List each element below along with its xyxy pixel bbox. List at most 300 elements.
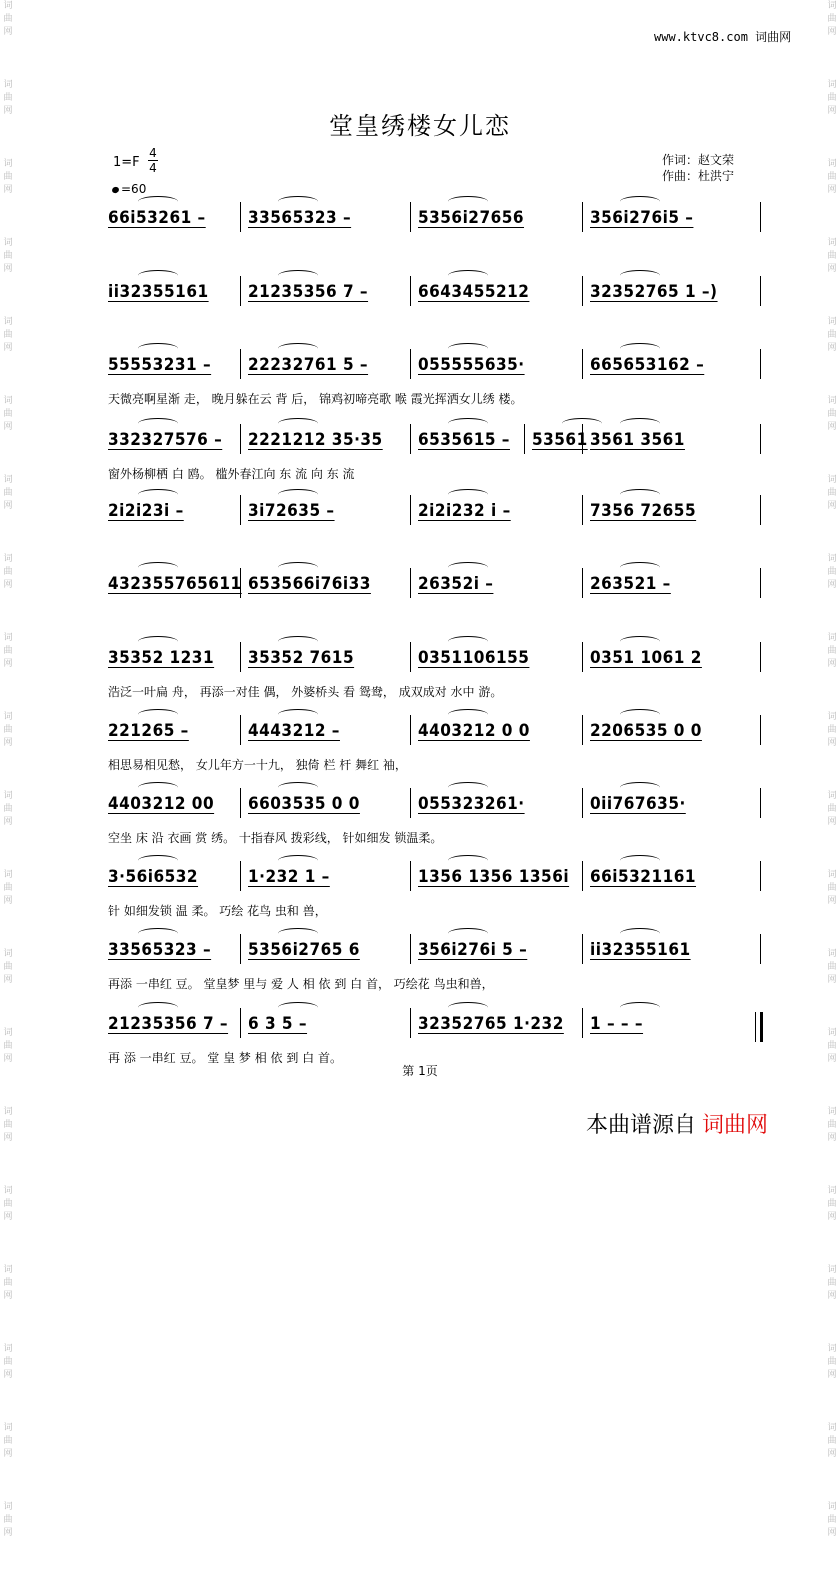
watermark-char: 网: [827, 1370, 837, 1380]
watermark-char: 词: [827, 554, 837, 564]
watermark-char: 曲: [3, 1120, 13, 1130]
barline: [240, 276, 241, 306]
watermark-char: 词: [3, 80, 13, 90]
measure: 26352i –: [418, 574, 494, 594]
watermark-char: 网: [3, 1528, 13, 1538]
final-barline-thick: [760, 1012, 763, 1042]
source-footer: [586, 1108, 768, 1139]
slur: [620, 196, 660, 207]
watermark-char: 词: [3, 396, 13, 406]
watermark-char: 词: [3, 1265, 13, 1275]
watermark-gap: [826, 908, 838, 948]
watermark-char: 网: [827, 659, 837, 669]
meter-bottom: 4: [149, 161, 157, 175]
measure: 2221212 35·35: [248, 430, 383, 450]
watermark-char: 曲: [827, 1278, 837, 1288]
barline: [760, 568, 761, 598]
barline: [410, 715, 411, 745]
watermark-char: 网: [3, 1449, 13, 1459]
watermark-gap: [2, 197, 14, 237]
slur: [278, 1002, 318, 1013]
watermark-gap: [2, 355, 14, 395]
watermark-char: 词: [827, 159, 837, 169]
slur: [138, 855, 178, 866]
barline: [240, 202, 241, 232]
watermark-char: 词: [3, 633, 13, 643]
slur: [620, 1002, 660, 1013]
watermark-char: 词: [827, 1028, 837, 1038]
watermark-gap: [2, 750, 14, 790]
slur: [448, 489, 488, 500]
credits: [662, 152, 734, 184]
watermark-gap: [826, 434, 838, 474]
watermark-char: 词: [827, 1107, 837, 1117]
quarter-note-icon: [111, 186, 120, 194]
watermark-char: 词: [827, 396, 837, 406]
watermark-gap: [2, 592, 14, 632]
staff-row: [108, 1008, 764, 1038]
watermark-char: 词: [827, 791, 837, 801]
watermark-gap: [826, 355, 838, 395]
measure: 3i72635 –: [248, 501, 335, 521]
watermark-char: 曲: [827, 1120, 837, 1130]
watermark-char: 曲: [3, 1436, 13, 1446]
barline: [410, 568, 411, 598]
watermark-gap: [826, 829, 838, 869]
watermark-char: 网: [3, 422, 13, 432]
barline: [410, 349, 411, 379]
watermark-gap: [826, 987, 838, 1027]
watermark-char: 曲: [3, 14, 13, 24]
barline: [582, 642, 583, 672]
slur: [448, 1002, 488, 1013]
watermark-char: 词: [3, 1502, 13, 1512]
watermark-char: 词: [3, 1107, 13, 1117]
watermark-char: 曲: [3, 1357, 13, 1367]
watermark-char: 词: [3, 1028, 13, 1038]
staff-row: [108, 424, 764, 454]
lyrics-line: 再 添 一串红 豆。 堂 皇 梦 相 依 到 白 首。: [108, 1051, 342, 1065]
barline: [240, 424, 241, 454]
measure: 2206535 0 0: [590, 721, 702, 741]
measure: 55553231 –: [108, 355, 212, 375]
watermark-char: 词: [827, 238, 837, 248]
measure: 356i276i5 –: [590, 208, 694, 228]
watermark-char: 词: [827, 80, 837, 90]
staff-row: [108, 715, 764, 745]
watermark-gap: [826, 197, 838, 237]
slur: [278, 782, 318, 793]
watermark-char: 网: [3, 1291, 13, 1301]
watermark-char: 曲: [3, 1278, 13, 1288]
watermark-char: 网: [3, 817, 13, 827]
barline: [760, 715, 761, 745]
measure: 4443212 –: [248, 721, 340, 741]
barline: [410, 1008, 411, 1038]
watermark-char: 词: [827, 633, 837, 643]
watermark-gap: [2, 829, 14, 869]
measure: 7356 72655: [590, 501, 697, 521]
watermark-char: 曲: [3, 488, 13, 498]
watermark-gap: [826, 513, 838, 553]
watermark-gap: [2, 1461, 14, 1501]
barline: [760, 349, 761, 379]
slur: [448, 270, 488, 281]
watermark-char: 曲: [3, 1199, 13, 1209]
watermark-gap: [2, 1303, 14, 1343]
watermark-char: 曲: [827, 1515, 837, 1525]
lyrics-line: 天微亮啊星渐 走， 晚月躲在云 背 后， 锦鸡初啼亮歌 喉 霞光挥洒女儿绣 楼。: [108, 392, 523, 406]
slur: [278, 855, 318, 866]
slur: [138, 928, 178, 939]
watermark-char: 词: [827, 1, 837, 11]
watermark-left: [2, 0, 14, 1538]
slur: [448, 855, 488, 866]
watermark-char: 网: [827, 106, 837, 116]
measure: 0351106155: [418, 648, 530, 668]
staff-row: [108, 861, 764, 891]
barline: [410, 934, 411, 964]
barline: [582, 934, 583, 964]
barline: [582, 788, 583, 818]
measure: 33565323 –: [108, 940, 212, 960]
watermark-char: 网: [827, 817, 837, 827]
slur: [278, 562, 318, 573]
watermark-char: 词: [827, 1344, 837, 1354]
composer: 作曲：杜洪宁: [662, 169, 735, 183]
watermark-char: 网: [3, 27, 13, 37]
watermark-char: 网: [3, 1054, 13, 1064]
watermark-gap: [826, 1224, 838, 1264]
measure: 1 – – –: [590, 1014, 644, 1034]
watermark-gap: [2, 671, 14, 711]
watermark-char: 曲: [827, 172, 837, 182]
watermark-char: 曲: [827, 1041, 837, 1051]
watermark-char: 曲: [3, 725, 13, 735]
watermark-char: 网: [827, 1528, 837, 1538]
slur: [138, 418, 178, 429]
watermark-char: 网: [3, 1212, 13, 1222]
slur: [278, 489, 318, 500]
staff-row: [108, 788, 764, 818]
watermark-char: 曲: [827, 725, 837, 735]
barline: [760, 424, 761, 454]
watermark-gap: [2, 1382, 14, 1422]
barline: [410, 202, 411, 232]
watermark-char: 曲: [827, 646, 837, 656]
measure: 32352765 1·232: [418, 1014, 564, 1034]
watermark-char: 词: [3, 712, 13, 722]
watermark-gap: [826, 276, 838, 316]
measure: 35352 1231: [108, 648, 215, 668]
watermark-char: 曲: [3, 1515, 13, 1525]
barline: [240, 349, 241, 379]
lyrics-line: 相思易相见愁， 女儿年方一十九， 独倚 栏 杆 舞红 袖，: [108, 758, 407, 772]
watermark-gap: [2, 1145, 14, 1185]
measure: 1356 1356 1356i: [418, 867, 570, 887]
measure: 2i2i232 i –: [418, 501, 511, 521]
watermark-char: 曲: [827, 409, 837, 419]
barline: [582, 861, 583, 891]
slur: [448, 709, 488, 720]
measure: 21235356 7 –: [108, 1014, 229, 1034]
measure: 356i276i 5 –: [418, 940, 528, 960]
slur: [278, 343, 318, 354]
slur: [278, 270, 318, 281]
watermark-char: 词: [3, 554, 13, 564]
barline: [524, 424, 525, 454]
measure: 055323261·: [418, 794, 525, 814]
barline: [240, 495, 241, 525]
song-title: 堂皇绣楼女儿恋: [329, 112, 511, 140]
watermark-char: 词: [3, 238, 13, 248]
watermark-char: 曲: [827, 962, 837, 972]
measure: 3561 3561: [590, 430, 685, 450]
footer-brand[interactable]: 词曲网: [702, 1113, 769, 1138]
barline: [582, 568, 583, 598]
watermark-gap: [826, 1145, 838, 1185]
barline: [240, 642, 241, 672]
watermark-gap: [2, 434, 14, 474]
measure: 332327576 –: [108, 430, 223, 450]
measure: 665653162 –: [590, 355, 705, 375]
watermark-char: 词: [3, 1344, 13, 1354]
measure: 3·56i6532: [108, 867, 199, 887]
slur: [138, 782, 178, 793]
watermark-char: 词: [3, 791, 13, 801]
barline: [240, 715, 241, 745]
slur: [278, 196, 318, 207]
slur: [278, 418, 318, 429]
watermark-char: 网: [3, 580, 13, 590]
staff-row: [108, 642, 764, 672]
watermark-char: 曲: [827, 14, 837, 24]
barline: [582, 424, 583, 454]
watermark-char: 网: [3, 343, 13, 353]
slur: [138, 196, 178, 207]
watermark-char: 词: [827, 949, 837, 959]
barline: [410, 495, 411, 525]
watermark-char: 词: [827, 1186, 837, 1196]
watermark-char: 网: [827, 264, 837, 274]
slur: [138, 562, 178, 573]
final-barline-thin: [755, 1012, 756, 1042]
slur: [620, 782, 660, 793]
watermark-char: 曲: [827, 567, 837, 577]
watermark-char: 网: [827, 501, 837, 511]
slur: [448, 782, 488, 793]
measure: 5356i2765 6: [248, 940, 360, 960]
barline: [760, 788, 761, 818]
slur: [448, 928, 488, 939]
site-url[interactable]: www.ktvc8.com: [654, 30, 748, 44]
watermark-char: 词: [827, 1423, 837, 1433]
slur: [620, 709, 660, 720]
measure: 35352 7615: [248, 648, 355, 668]
slur: [448, 636, 488, 647]
watermark-gap: [826, 39, 838, 79]
watermark-char: 网: [827, 1212, 837, 1222]
watermark-char: 词: [3, 159, 13, 169]
lyrics-line: 浩泛一叶扁 舟， 再添一对佳 偶， 外婆桥头 看 鸳鸯， 成双成对 水中 游。: [108, 685, 503, 699]
barline: [410, 276, 411, 306]
watermark-char: 曲: [3, 962, 13, 972]
measure: 6603535 0 0: [248, 794, 360, 814]
barline: [582, 1008, 583, 1038]
watermark-char: 网: [3, 738, 13, 748]
slur: [448, 196, 488, 207]
watermark-char: 曲: [827, 1199, 837, 1209]
slur: [620, 928, 660, 939]
barline: [410, 642, 411, 672]
barline: [240, 568, 241, 598]
lyricist: 作词：赵文荣: [662, 153, 735, 167]
barline: [410, 861, 411, 891]
watermark-char: 词: [827, 712, 837, 722]
staff-row: [108, 934, 764, 964]
barline: [760, 934, 761, 964]
slur: [620, 343, 660, 354]
barline: [582, 715, 583, 745]
tempo-marking: [112, 182, 146, 196]
watermark-char: 曲: [3, 330, 13, 340]
watermark-char: 词: [827, 870, 837, 880]
measure: 432355765611: [108, 574, 242, 594]
slur: [620, 636, 660, 647]
watermark-char: 网: [3, 1370, 13, 1380]
lyrics-line: 针 如细发锁 温 柔。 巧绘 花鸟 虫和 兽，: [108, 904, 327, 918]
watermark-gap: [2, 1540, 14, 1580]
slur: [448, 562, 488, 573]
staff-row: [108, 568, 764, 598]
watermark-char: 词: [3, 1186, 13, 1196]
watermark-char: 曲: [3, 172, 13, 182]
watermark-char: 词: [3, 870, 13, 880]
measure: 66i53261 –: [108, 208, 206, 228]
barline: [582, 349, 583, 379]
slur: [138, 489, 178, 500]
watermark-char: 曲: [827, 1436, 837, 1446]
slur: [448, 343, 488, 354]
measure: 33565323 –: [248, 208, 352, 228]
watermark-gap: [826, 1461, 838, 1501]
slur: [278, 928, 318, 939]
watermark-char: 词: [3, 475, 13, 485]
barline: [760, 861, 761, 891]
measure: 32352765 1 –): [590, 282, 718, 302]
staff-row: [108, 202, 764, 232]
slur: [138, 270, 178, 281]
watermark-char: 网: [3, 896, 13, 906]
barline: [760, 276, 761, 306]
watermark-char: 词: [3, 1, 13, 11]
measure: 0ii767635·: [590, 794, 686, 814]
watermark-char: 曲: [3, 251, 13, 261]
watermark-char: 曲: [3, 883, 13, 893]
meter-top: 4: [149, 146, 157, 160]
watermark-char: 词: [827, 317, 837, 327]
watermark-char: 曲: [3, 93, 13, 103]
watermark-char: 曲: [827, 330, 837, 340]
watermark-gap: [826, 1540, 838, 1580]
watermark-char: 网: [3, 975, 13, 985]
watermark-char: 网: [3, 106, 13, 116]
watermark-gap: [826, 750, 838, 790]
measure: 22232761 5 –: [248, 355, 369, 375]
measure: 4403212 00: [108, 794, 215, 814]
watermark-char: 曲: [3, 409, 13, 419]
measure: 4403212 0 0: [418, 721, 530, 741]
watermark-char: 词: [827, 475, 837, 485]
slur: [620, 489, 660, 500]
measure: 0351 1061 2: [590, 648, 702, 668]
watermark-char: 曲: [827, 804, 837, 814]
barline: [582, 276, 583, 306]
watermark-gap: [2, 39, 14, 79]
watermark-char: 曲: [3, 1041, 13, 1051]
watermark-char: 曲: [827, 883, 837, 893]
slur: [620, 562, 660, 573]
watermark-gap: [2, 987, 14, 1027]
measure: ii32355161: [590, 940, 691, 960]
watermark-char: 词: [3, 1423, 13, 1433]
watermark-char: 网: [3, 659, 13, 669]
measure: 6535615 –: [418, 430, 510, 450]
slur: [448, 418, 488, 429]
watermark-char: 曲: [827, 1357, 837, 1367]
watermark-char: 曲: [827, 251, 837, 261]
watermark-char: 网: [827, 343, 837, 353]
watermark-char: 词: [827, 1502, 837, 1512]
slur: [138, 636, 178, 647]
slur: [138, 343, 178, 354]
barline: [410, 424, 411, 454]
site-header[interactable]: [654, 28, 791, 45]
staff-row: [108, 276, 764, 306]
watermark-gap: [2, 908, 14, 948]
watermark-char: 网: [3, 501, 13, 511]
site-name[interactable]: 词曲网: [755, 30, 792, 44]
staff-row: [108, 495, 764, 525]
watermark-gap: [826, 1303, 838, 1343]
watermark-char: 网: [827, 185, 837, 195]
tempo-value: =60: [121, 182, 147, 196]
measure: 2i2i23i –: [108, 501, 184, 521]
watermark-char: 网: [827, 975, 837, 985]
watermark-char: 网: [3, 1133, 13, 1143]
staff-row: [108, 349, 764, 379]
watermark-char: 网: [827, 738, 837, 748]
slur: [138, 1002, 178, 1013]
page-number: 第 1页: [402, 1064, 438, 1078]
measure: 221265 –: [108, 721, 189, 741]
watermark-char: 网: [3, 185, 13, 195]
slur: [278, 709, 318, 720]
watermark-char: 曲: [3, 567, 13, 577]
barline: [760, 202, 761, 232]
measure: 6 3 5 –: [248, 1014, 308, 1034]
watermark-gap: [2, 513, 14, 553]
measure: ii32355161: [108, 282, 209, 302]
time-signature: [148, 146, 158, 175]
watermark-gap: [2, 276, 14, 316]
watermark-char: 网: [827, 1133, 837, 1143]
barline: [240, 861, 241, 891]
barline: [240, 788, 241, 818]
watermark-char: 曲: [3, 646, 13, 656]
barline: [760, 495, 761, 525]
barline: [582, 202, 583, 232]
